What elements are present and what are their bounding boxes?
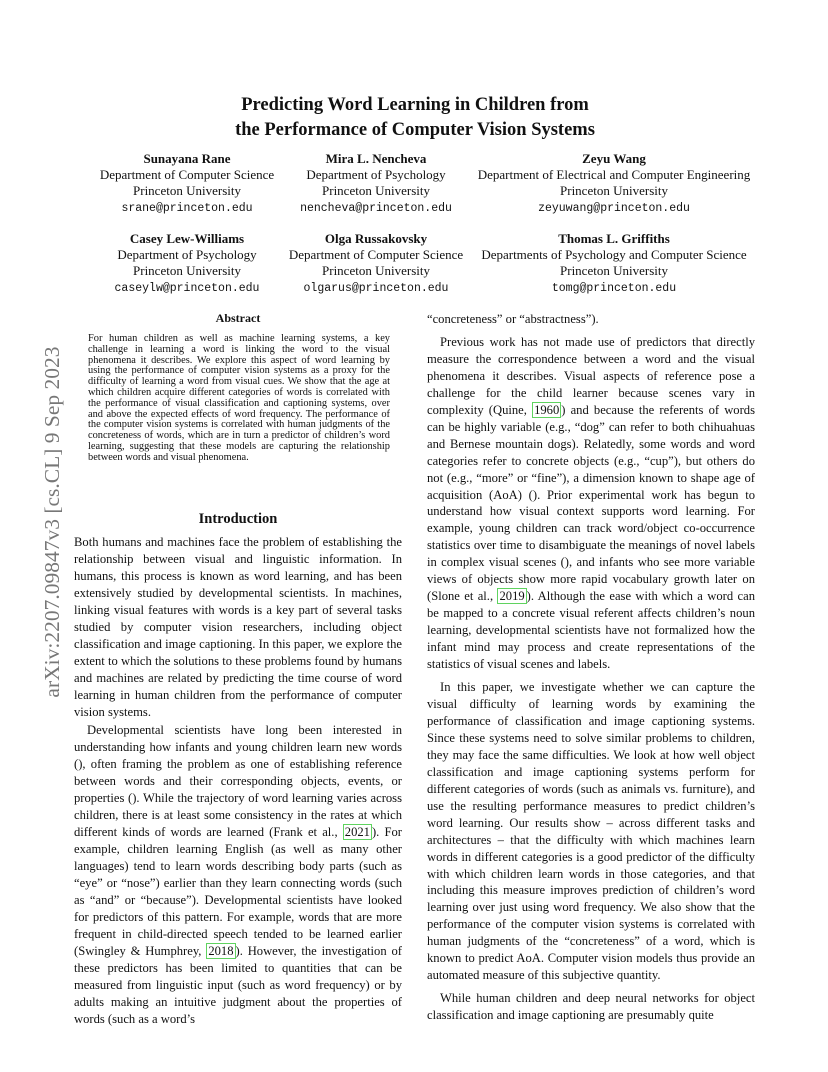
author-block [472, 231, 756, 297]
author-block [88, 151, 286, 217]
author-email[interactable]: nencheva@princeton.edu [300, 202, 452, 215]
arxiv-stamp [26, 292, 64, 752]
author-name: Mira L. Nencheva [325, 151, 427, 166]
author-inst: Princeton University [560, 263, 668, 278]
citation-link[interactable]: 1960 [534, 402, 560, 417]
right-paragraph-2: In this paper, we investigate whether we can capture the visual difficulty of learning words by examining the performance of classification and image captioning systems. Since these systems need to solve similar problems to children, they may face the same difficulties. We look at how well object classification and image captioning systems perform for different categories of words (such as animals vs. furniture), and use the resulting performance measures to predict children’s word learning. Our results show – across different tasks and architectures – that the difficulty with which machines learn words in different categories is a good predictor of the difficulty with which children learn words in those categories, and that including this measure improves prediction of children’s word learning over just using word frequency. We also show that the performance of the computer vision systems is correlated with human judgments of the “concreteness” of a word, which is known to predict AoA. Computer vision models thus provide an automated measure of this subjective quantity. [427, 680, 755, 983]
intro-paragraph-2 [74, 722, 402, 1027]
author-inst: Princeton University [133, 263, 241, 278]
right-column [427, 311, 755, 1024]
author-block [290, 151, 462, 217]
author-inst: Princeton University [133, 183, 241, 198]
arxiv-stamp-text[interactable]: arXiv:2207.09847v3 [cs.CL] 9 Sep 2023 [40, 346, 64, 698]
author-inst: Princeton University [322, 183, 430, 198]
author-block [282, 231, 470, 297]
author-name: Zeyu Wang [582, 151, 646, 166]
title-line-2: the Performance of Computer Vision Systems [235, 120, 595, 140]
author-dept: Department of Computer Science [288, 247, 464, 262]
author-name: Thomas L. Griffiths [558, 231, 670, 246]
text-run: ). However, the investigation of these predictors has been limited to quantities that can be measured from linguistic input (such as word frequency) or by adults making an intuitive judgment about the properties of words (such as a word’s [74, 943, 402, 1026]
author-block [466, 151, 762, 217]
abstract-text: For human children as well as machine learning systems, a key challenge in learning a word is linking the word to the visual phenomena it describes. We explore this aspect of word learning by using the performance of computer vision systems as a proxy for the difficulty of learning a word from visual cues. We show that the age at which children acquire different categories of words is correlated with the performance of visual classification and captioning systems, over and above the expected effects of word frequency. The performance of the computer vision systems is correlated with human judgments of the concreteness of words, which are in turn a predictor of children’s word learning, suggesting that these models are capturing the relationship between words and visual phenomena. [88, 333, 390, 463]
text-run: Developmental scientists have long been interested in understanding how infants and young children learn new words (), often framing the problem as one of establishing reference between words and their corresponding objects, events, or properties (). While the trajectory of word learning varies across children, there is at least some consistency in the rates at which different kinds of words are learned (Frank et al., [74, 723, 402, 840]
citation-link[interactable]: 2021 [344, 825, 370, 840]
text-run: ). Although the ease with which a word can be mapped to a concrete visual referent affects children’s noun learning, developmental scientists have not formalized how the infant mind may process and create representations of the statistics of visual scenes and labels. [427, 589, 755, 672]
left-column [74, 534, 402, 1028]
author-email[interactable]: tomg@princeton.edu [551, 282, 677, 295]
title-line-1: Predicting Word Learning in Children from [241, 95, 589, 115]
author-name: Sunayana Rane [143, 151, 231, 166]
citation-link[interactable]: 2018 [208, 943, 234, 958]
author-block [88, 231, 286, 297]
citation-link[interactable]: 2019 [499, 589, 525, 604]
author-dept: Department of Electrical and Computer Engineering [477, 167, 751, 182]
author-dept: Department of Psychology [306, 167, 446, 182]
author-dept: Departments of Psychology and Computer Science [481, 247, 747, 262]
right-paragraph-0: “concreteness” or “abstractness”). [427, 312, 599, 326]
author-email[interactable]: zeyuwang@princeton.edu [538, 202, 690, 215]
author-email[interactable]: caseylw@princeton.edu [114, 282, 260, 295]
intro-paragraph-1: Both humans and machines face the problem of establishing the relationship between visual and linguistic information. In humans, this process is known as word learning, and has been extensively studied by developmental scientists. In machines, linking visual features with words is a key part of several tasks studied by computer vision researchers, including object classification and image captioning. In this paper, we explore the extent to which the solutions to these problems found by humans and machines are related by predicting the time course of word learning in human children from the performance of computer vision systems. [74, 535, 402, 719]
author-name: Casey Lew-Williams [129, 231, 245, 246]
author-name: Olga Russakovsky [324, 231, 428, 246]
author-inst: Princeton University [322, 263, 430, 278]
text-run: ) and because the referents of words can be highly variable (e.g., “dog” can refer to both chihuahuas and Bernese mountain dogs). Relatedly, some words and word categories refer to concrete objects (e.g., “cup”), but others do not (e.g., “more” or “fine”), a dimension known to shape age of acquisition (AoA) (). Prior experimental work has begun to understand how visual context supports word learning. For example, young children can track word/object co-occurrence statistics over time to disambiguate the meanings of novel labels in complex visual scenes (), and infants who see more variable views of objects show more rapid vocabulary growth later on (Slone et al., [427, 402, 755, 604]
text-run: ). For example, children learning English (as well as many other languages) tend to learn words describing body parts (such as “eye” or “nose”) earlier than they learn connecting words (such as “and” or “because”). Developmental scientists have looked for predictors of this pattern. For example, words that are more frequent in child-directed speech tended to be learned earlier (Swingley & Humphrey, [74, 825, 402, 958]
right-paragraph-1 [427, 334, 755, 673]
author-email[interactable]: olgarus@princeton.edu [303, 282, 449, 295]
introduction-heading: Introduction [198, 511, 278, 527]
author-dept: Department of Psychology [117, 247, 257, 262]
abstract-heading: Abstract [215, 311, 261, 325]
text-run: Previous work has not made use of predictors that directly measure the correspondence between a word and the visual phenomena it describes. Visual aspects of reference pose a challenge for the child learner because scenes vary in complexity (Quine, [427, 334, 755, 417]
author-dept: Department of Computer Science [99, 167, 275, 182]
author-inst: Princeton University [560, 183, 668, 198]
right-paragraph-3: While human children and deep neural networks for object classification and image captioning are presumably quite [427, 991, 755, 1023]
paper-title [150, 93, 680, 143]
author-email[interactable]: srane@princeton.edu [121, 202, 253, 215]
